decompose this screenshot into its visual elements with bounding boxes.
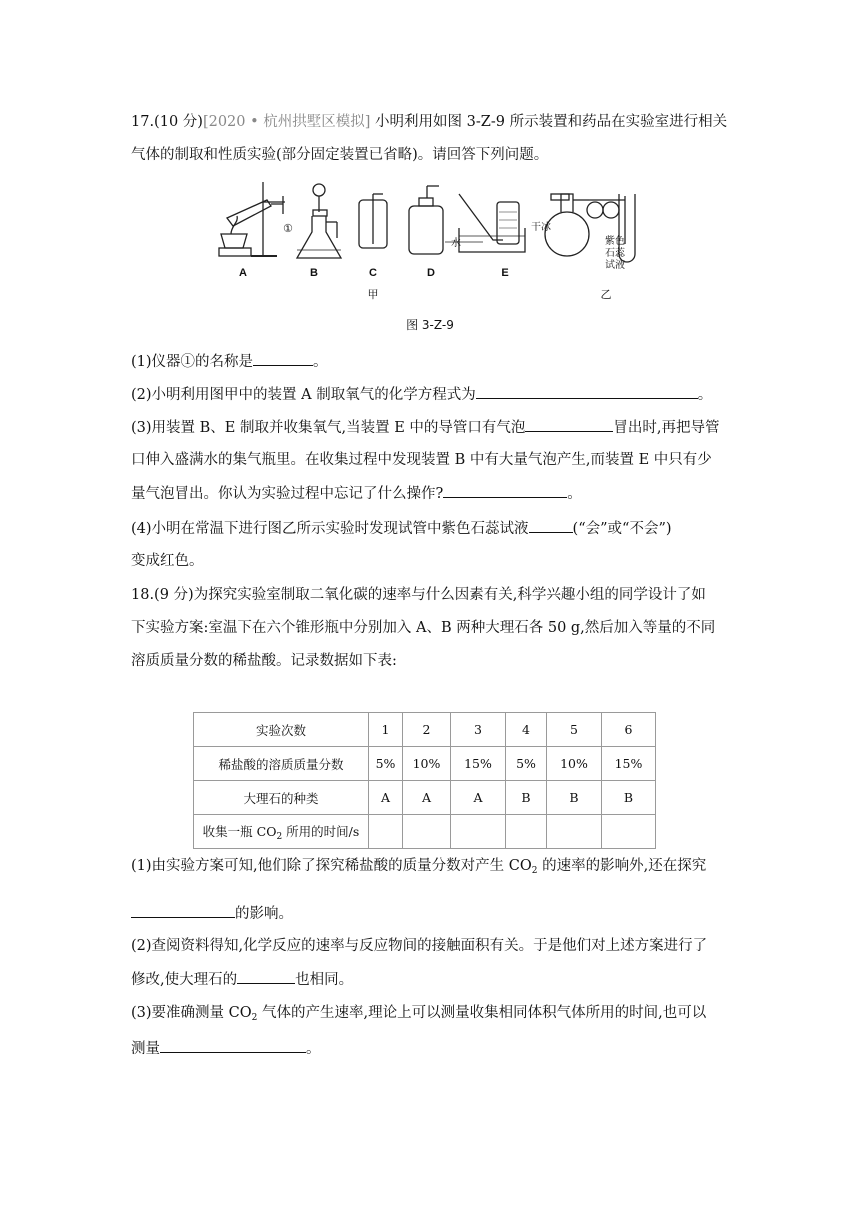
- label-b: B: [310, 267, 318, 279]
- apparatus-c: [359, 194, 387, 248]
- label-c: C: [369, 267, 377, 279]
- answer-blank[interactable]: [529, 518, 573, 533]
- apparatus-d: [409, 186, 443, 254]
- table-cell-empty[interactable]: [547, 815, 602, 849]
- q17-part-3b: 口伸入盛满水的集气瓶里。在收集过程中发现装置 B 中有大量气泡产生,而装置 E 中只有少: [131, 452, 712, 468]
- answer-blank[interactable]: [253, 351, 313, 366]
- table-cell-empty[interactable]: [369, 815, 403, 849]
- q18-part-2b: 修改,使大理石的 也相同。: [131, 969, 353, 990]
- q17-source: [2020 • 杭州拱墅区模拟]: [202, 114, 371, 130]
- answer-blank[interactable]: [476, 384, 698, 399]
- q18-part-3b: 测量 。: [131, 1038, 321, 1059]
- table-row: 收集一瓶 $CO_2$ 所用的时间/s: [194, 815, 656, 849]
- table-row: 实验次数 1 2 3 4 5 6: [194, 713, 656, 747]
- table-cell-empty[interactable]: [506, 815, 547, 849]
- table-row: 大理石的种类 A A A B B B: [194, 781, 656, 815]
- q18-part-1a: (1)由实验方案可知,他们除了探究稀盐酸的质量分数对产生 $CO_2$ 的速率的影响外,还在探究: [131, 858, 707, 876]
- answer-blank[interactable]: [160, 1038, 306, 1053]
- q17-part-4b: 变成红色。: [131, 553, 204, 569]
- answer-blank[interactable]: [131, 903, 235, 918]
- q17-intro: 小明利用如图 3-Z-9 所示装置和药品在实验室进行相关: [370, 114, 728, 130]
- table-cell-empty[interactable]: [403, 815, 451, 849]
- table-cell-empty[interactable]: [451, 815, 506, 849]
- answer-blank[interactable]: [237, 969, 295, 984]
- q17-part-3a: (3)用装置 B、E 制取并收集氧气,当装置 E 中的导管口有气泡 冒出时,再把导管: [131, 417, 720, 438]
- label-e: E: [501, 267, 509, 279]
- litmus-label-2: 石蕊: [605, 248, 625, 259]
- figure-caption: 图 3-Z-9: [406, 318, 454, 332]
- q17-part-2: (2)小明利用图甲中的装置 A 制取氧气的化学方程式为 。: [131, 384, 712, 405]
- answer-blank[interactable]: [443, 483, 567, 498]
- q18-part-3a: (3)要准确测量 $CO_2$ 气体的产生速率,理论上可以测量收集相同体积气体所用的时间,也可以: [131, 1005, 707, 1023]
- q17-part-3c: 量气泡冒出。你认为实验过程中忘记了什么操作? 。: [131, 483, 582, 504]
- q17-part-4a: (4)小明在常温下进行图乙所示实验时发现试管中紫色石蕊试液 (“会”或“不会”): [131, 518, 672, 539]
- apparatus-b: [297, 184, 341, 258]
- water-label: 水: [451, 238, 461, 249]
- litmus-label-1: 紫色: [605, 236, 625, 247]
- q17-line-1: [131, 112, 727, 132]
- q18-part-2a: (2)查阅资料得知,化学反应的速率与反应物间的接触面积有关。于是他们对上述方案进行了: [131, 938, 708, 954]
- answer-blank[interactable]: [525, 417, 613, 432]
- label-yi: 乙: [600, 288, 612, 301]
- table-cell-empty[interactable]: [602, 815, 656, 849]
- label-a: A: [239, 267, 247, 279]
- data-table: [193, 712, 656, 849]
- q18-line-3: 溶质质量分数的稀盐酸。记录数据如下表:: [131, 653, 397, 669]
- q18-line-2: 下实验方案:室温下在六个锥形瓶中分别加入 A、B 两种大理石各 50 g,然后加入等量的不同: [131, 620, 716, 636]
- apparatus-a: [219, 182, 285, 256]
- apparatus-figure: [213, 180, 651, 310]
- table-row: 稀盐酸的溶质质量分数 5% 10% 15% 5% 10% 15%: [194, 747, 656, 781]
- q17-line-2: 气体的制取和性质实验(部分固定装置已省略)。请回答下列问题。: [131, 147, 549, 163]
- litmus-label-3: 试液: [605, 260, 625, 271]
- q18-line-1: 18.(9 分)为探究实验室制取二氧化碳的速率与什么因素有关,科学兴趣小组的同学设计了如: [131, 587, 706, 603]
- q18-part-1b: 的影响。: [131, 903, 293, 924]
- label-jia: 甲: [367, 288, 379, 301]
- circle-one-label: ①: [283, 222, 293, 235]
- dry-ice-label: 干冰: [531, 222, 551, 233]
- q17-number: 17.(10 分): [131, 114, 203, 130]
- label-d: D: [427, 267, 435, 279]
- q17-part-1: (1)仪器①的名称是 。: [131, 351, 328, 372]
